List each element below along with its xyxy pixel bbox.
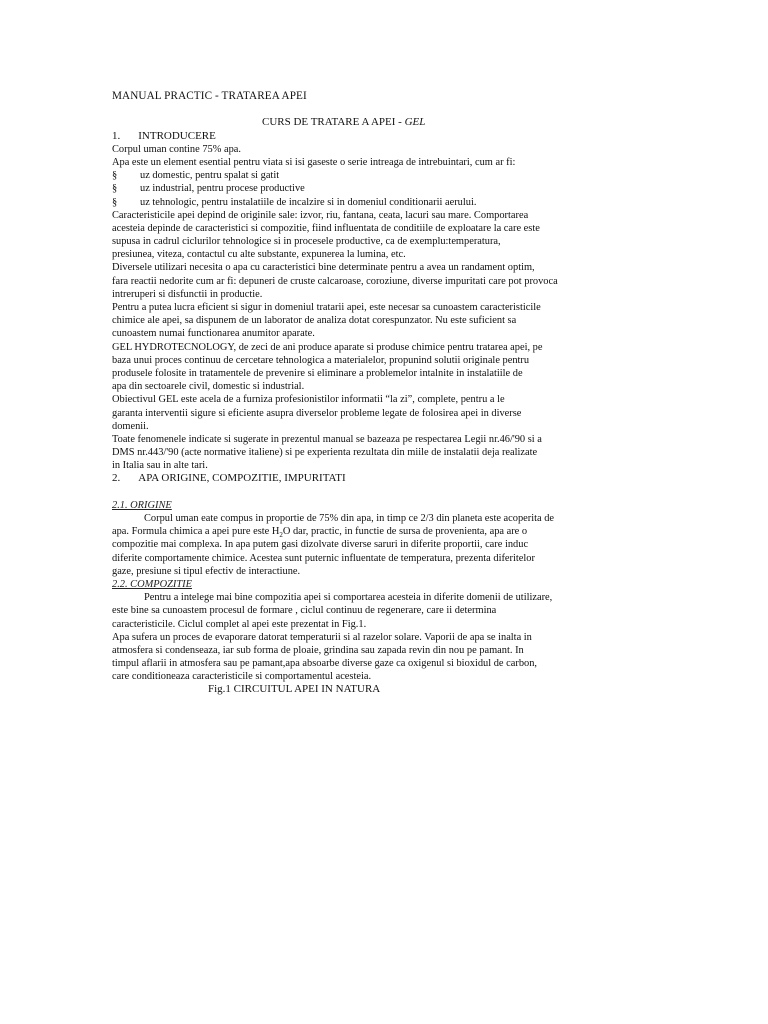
section-2-title: APA ORIGINE, COMPOZITIE, IMPURITATI bbox=[138, 472, 346, 485]
paragraph-line: Caracteristicile apei depind de originile sale: izvor, riu, fantana, ceata, lacuri sau mare. Comportarea bbox=[112, 209, 529, 221]
paragraph-line: garanta interventii sigure si eficiente asupra diverselor probleme legate de folosirea apei in diverse bbox=[112, 407, 522, 419]
paragraph-line: care conditioneaza caracteristicile si comportamentul acesteia. bbox=[112, 671, 372, 683]
course-title bbox=[112, 116, 658, 129]
intro-line: Corpul uman contine 75% apa. bbox=[112, 143, 241, 155]
spacer bbox=[112, 103, 658, 116]
bullet-item bbox=[112, 169, 658, 182]
paragraph-line: acesteia depinde de caracteristici si compozitie, fiind influentata de conditiile de exploatare la care este bbox=[112, 222, 540, 234]
bullet-item bbox=[112, 182, 658, 195]
section-1-heading bbox=[112, 130, 658, 143]
paragraph-line: intreruperi si disfunctii in productie. bbox=[112, 288, 263, 300]
paragraph-line: atmosfera si condenseaza, iar sub forma de ploaie, grindina sau zapada revin din nou pe pamant. In bbox=[112, 644, 524, 656]
paragraph-line: caracteristicile. Ciclul complet al apei este prezentat in Fig.1. bbox=[112, 618, 367, 630]
paragraph-line: fara reactii nedorite cum ar fi: depuneri de cruste calcaroase, coroziune, diverse impuritati care pot provoca bbox=[112, 275, 558, 287]
paragraph-line bbox=[112, 525, 658, 538]
paragraph-line: gaze, presiune si tipul efectiv de interactiune. bbox=[112, 565, 301, 577]
course-title-gel: GEL bbox=[404, 116, 426, 129]
paragraph-line: produsele folosite in tratamentele de prevenire si eliminare a problemelor intalnite in instalatiile de bbox=[112, 367, 523, 379]
figure-caption: Fig.1 CIRCUITUL APEI IN NATURA bbox=[208, 683, 381, 696]
bullet-icon: § bbox=[112, 183, 118, 195]
subsection-compozitie-title: 2.2. COMPOZITIE bbox=[112, 578, 192, 590]
paragraph-line: Pentru a intelege mai bine compozitia apei si comportarea acesteia in diferite domenii de utilizare, bbox=[144, 592, 553, 604]
section-1-title: INTRODUCERE bbox=[138, 129, 216, 142]
paragraph-line: presiunea, viteza, contactul cu alte substante, expunerea la lumina, etc. bbox=[112, 249, 406, 261]
paragraph-line: Diversele utilizari necesita o apa cu caracteristici bine determinate pentru a avea un randament optim, bbox=[112, 262, 535, 274]
document-body bbox=[112, 90, 658, 697]
paragraph-line: GEL HYDROTECNOLOGY, de zeci de ani produce aparate si produse chimice pentru tratarea apei, pe bbox=[112, 341, 543, 353]
paragraph-line: chimice ale apei, sa dispunem de un laborator de analiza dotat corespunzator. Nu este suficient sa bbox=[112, 315, 517, 327]
paragraph-line: este bine sa cunoastem procesul de formare , ciclul continuu de regenerare, care ii determina bbox=[112, 605, 497, 617]
paragraph-line: baza unui proces continuu de cercetare tehnologica a materialelor, propunind solutii originale pentru bbox=[112, 354, 530, 366]
subsection-origine-title: 2.1. ORIGINE bbox=[112, 499, 172, 511]
paragraph-line: Apa sufera un proces de evaporare datorat temperaturii si al razelor solare. Vaporii de apa se inalta in bbox=[112, 631, 532, 643]
paragraph-line: Obiectivul GEL este acela de a furniza profesionistilor informatii “la zi”, complete, pentru a le bbox=[112, 394, 505, 406]
paragraph-line: Pentru a putea lucra eficient si sigur in domeniul tratarii apei, este necesar sa cunoastem caracteristicile bbox=[112, 302, 541, 313]
section-2-heading bbox=[112, 472, 658, 485]
bullet-icon: § bbox=[112, 170, 118, 182]
paragraph-line: domenii. bbox=[112, 420, 149, 432]
intro-line: Apa este un element esential pentru viata si isi gaseste o serie intreaga de intrebuintari, cum ar fi: bbox=[112, 156, 516, 168]
bullet-item bbox=[112, 196, 658, 209]
bullet-text: uz domestic, pentru spalat si gatit bbox=[140, 170, 280, 182]
paragraph-line: diferite comportamente chimice. Acestea sunt puternic influentate de temperatura, prezenta diferitelor bbox=[112, 552, 535, 564]
paragraph-line: timpul aflarii in atmosfera sau pe pamant,apa absoarbe diverse gaze ca oxigenul si bioxidul de carbon, bbox=[112, 658, 537, 670]
bullet-text: uz tehnologic, pentru instalatiile de incalzire si in domeniul conditionarii aerului. bbox=[140, 196, 477, 208]
bullet-icon: § bbox=[112, 196, 118, 208]
paragraph-line: cunoastem numai functionarea anumitor aparate. bbox=[112, 328, 315, 340]
paragraph-line: apa din sectoarele civil, domestic si industrial. bbox=[112, 381, 305, 393]
formula-subscript: 2 bbox=[279, 531, 283, 540]
bullet-text: uz industrial, pentru procese productive bbox=[140, 183, 305, 195]
formula-text-start: apa. Formula chimica a apei pure este H bbox=[112, 526, 280, 538]
paragraph-line: Corpul uman eate compus in proportie de 75% din apa, in timp ce 2/3 din planeta este acoperita de bbox=[144, 513, 555, 524]
paragraph-line: in Italia sau in alte tari. bbox=[112, 460, 208, 472]
spacer bbox=[112, 486, 658, 499]
section-2-number: 2. bbox=[112, 472, 121, 485]
paragraph-line: supusa in cadrul ciclurilor tehnologice si in procesele productive, ca de exemplu:temperatura, bbox=[112, 236, 501, 248]
paragraph-line: compozitie mai complexa. In apa putem gasi dizolvate diverse saruri in diferite proportii, care induc bbox=[112, 539, 529, 551]
course-title-text: CURS DE TRATARE A APEI - bbox=[262, 116, 405, 129]
paragraph-line: DMS nr.443/'90 (acte normative italiene) si pe experienta rezultata din miile de instalatii deja realizate bbox=[112, 447, 538, 459]
manual-title: MANUAL PRACTIC - TRATAREA APEI bbox=[112, 90, 307, 102]
formula-text-end: O dar, practic, in functie de sursa de provenienta, apa are o bbox=[282, 526, 528, 538]
section-1-number: 1. bbox=[112, 129, 121, 142]
paragraph-line: Toate fenomenele indicate si sugerate in prezentul manual se bazeaza pe respectarea Legii nr.46/'90 si a bbox=[112, 433, 542, 445]
